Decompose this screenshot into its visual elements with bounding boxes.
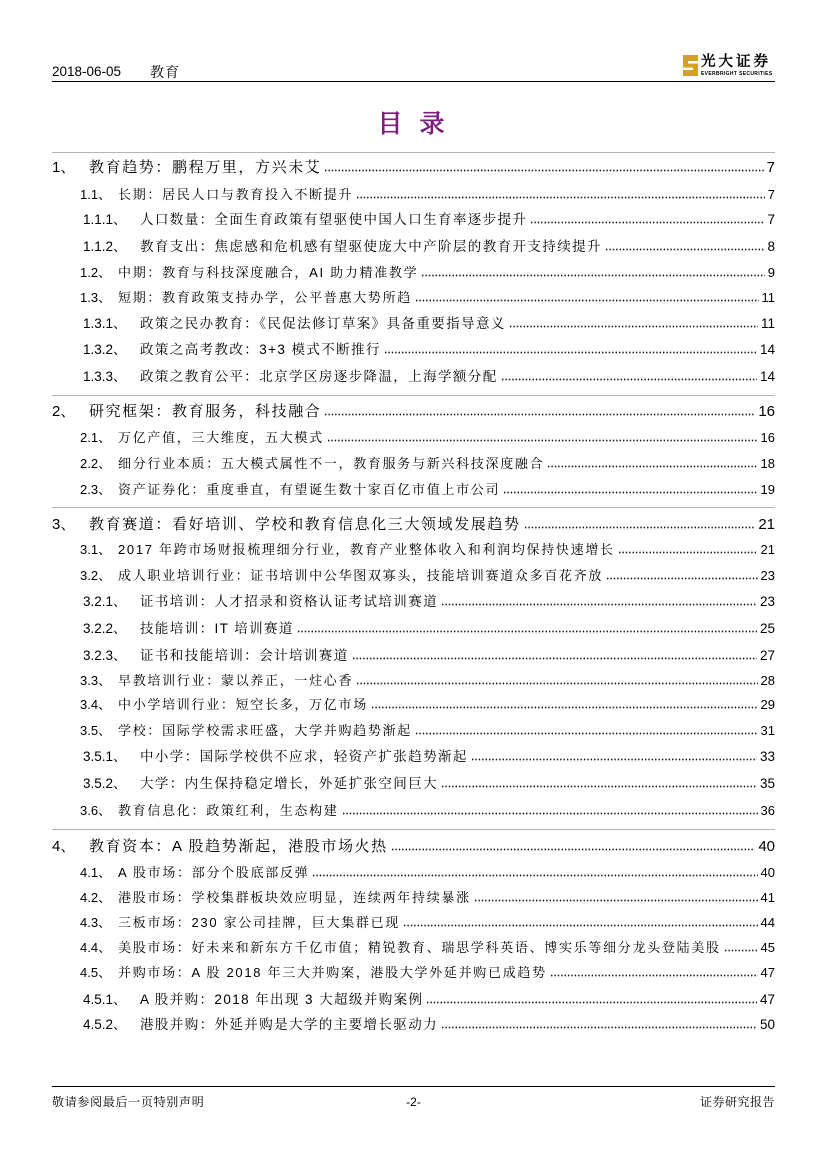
toc-dot-leader: [471, 758, 757, 761]
toc-page-number: 29: [760, 697, 775, 712]
toc-entry-title: 美股市场：好未来和新东方千亿市值；精锐教育、瑞思学科英语、博实乐等细分龙头登陆美股: [118, 940, 721, 955]
toc-dot-leader: [342, 812, 758, 815]
toc-entry-1-1-2[interactable]: [83, 236, 775, 258]
toc-entry-title: 研究框架：教育服务，科技融合: [89, 403, 322, 420]
toc-entry-title: A 股市场：部分个股底部反弹: [118, 865, 310, 880]
footer-rule: [52, 1086, 775, 1087]
toc-entry-number: 4.5.1、: [83, 992, 127, 1007]
logo-company-name-en: EVERBRIGHT SECURITIES: [701, 71, 773, 77]
toc-dot-leader: [509, 325, 758, 328]
toc-page-number: 50: [759, 1017, 775, 1032]
toc-entry-4-5-1[interactable]: [83, 989, 775, 1011]
toc-entry-3-2-2[interactable]: [83, 618, 775, 640]
toc-dot-leader: [605, 248, 765, 251]
toc-dot-leader: [474, 899, 758, 902]
toc-entry-number: 3、: [52, 516, 76, 533]
toc-page-number: 25: [759, 621, 775, 636]
toc-entry-2[interactable]: [52, 401, 775, 423]
toc-entry-title: 教育支出：焦虑感和危机感有望驱使庞大中产阶层的教育开支持续提升: [140, 239, 602, 254]
toc-page-number: 8: [767, 239, 775, 254]
toc-entry-title: 证书培训：人才招录和资格认证考试培训赛道: [140, 594, 438, 609]
toc-entry-4[interactable]: [52, 836, 775, 858]
toc-page-number: 11: [760, 316, 775, 331]
toc-entry-number: 4.2、: [80, 890, 112, 905]
toc-entry-title: 成人职业培训行业：证书培训中公华图双寡头，技能培训赛道众多百花齐放: [118, 568, 604, 583]
section-divider: [52, 829, 775, 830]
toc-entry-3-5-2[interactable]: [83, 773, 775, 795]
toc-dot-leader: [441, 785, 757, 788]
toc-page-number: 21: [758, 516, 775, 533]
toc-page-number: 40: [758, 838, 775, 855]
toc-page-number: 14: [759, 342, 775, 357]
toc-dot-leader: [547, 465, 757, 468]
toc-dot-leader: [415, 732, 758, 735]
toc-entry-title: 政策之高考教改：3+3 模式不断推行: [140, 342, 381, 357]
toc-entry-number: 2.3、: [80, 482, 112, 497]
toc-entry-title: 并购市场：A 股 2018 年三大并购案，港股大学外延并购已成趋势: [118, 965, 547, 980]
toc-entry-title: 中小学：国际学校供不应求，轻资产扩张趋势渐起: [140, 749, 468, 764]
toc-dot-leader: [297, 630, 757, 633]
toc-title: 目 录: [377, 110, 450, 138]
toc-dot-leader: [724, 949, 758, 952]
toc-entry-number: 1.2、: [80, 265, 112, 280]
toc-page-number: 44: [760, 915, 775, 930]
toc-entry-title: 教育信息化：政策红利，生态构建: [118, 803, 339, 818]
toc-entry-1-2[interactable]: [80, 262, 775, 284]
toc-page-number: 14: [759, 369, 775, 384]
toc-entry-number: 3.5.1、: [83, 749, 127, 764]
toc-entry-number: 3.4、: [80, 697, 112, 712]
toc-entry-number: 3.1、: [80, 542, 112, 557]
toc-dot-leader: [352, 657, 757, 660]
toc-entry-1-3-3[interactable]: [83, 366, 775, 388]
toc-page-number: 21: [760, 542, 775, 557]
toc-entry-number: 1.1、: [80, 187, 112, 202]
section-divider: [52, 395, 775, 396]
toc-entry-title: 资产证券化：重度垂直，有望诞生数十家百亿市值上市公司: [118, 482, 501, 497]
toc-entry-1-3-2[interactable]: [83, 339, 775, 361]
toc-entry-number: 2.2、: [80, 456, 112, 471]
toc-entry-title: 大学：内生保持稳定增长，外延扩张空间巨大: [140, 776, 438, 791]
toc-entry-title: 学校：国际学校需求旺盛，大学并购趋势渐起: [118, 723, 413, 738]
logo-company-name: 光大证券: [701, 54, 771, 70]
toc-entry-title: 短期：教育政策支持办学，公平普惠大势所趋: [118, 290, 413, 305]
toc-entry-1[interactable]: [52, 157, 775, 179]
toc-entry-number: 1.3、: [80, 290, 112, 305]
toc-entry-title: 教育赛道：看好培训、学校和教育信息化三大领域发展趋势: [89, 516, 521, 533]
toc-entry-4-4[interactable]: [80, 937, 775, 959]
toc-dot-leader: [384, 351, 757, 354]
toc-page-number: 7: [766, 159, 775, 176]
toc-page-number: 23: [759, 594, 775, 609]
toc-page-number: 41: [760, 890, 775, 905]
toc-dot-leader: [618, 551, 758, 554]
toc-entry-number: 3.2.1、: [83, 594, 127, 609]
toc-entry-number: 1.1.1、: [83, 212, 127, 227]
toc-dot-leader: [312, 874, 757, 877]
footer-report-type: 证券研究报告: [699, 1095, 775, 1109]
toc-entry-3-5[interactable]: [80, 720, 775, 742]
toc-entry-title: 中小学培训行业：短空长多，万亿市场: [118, 697, 368, 712]
toc-entry-number: 4.4、: [80, 940, 112, 955]
toc-entry-title: 港股并购：外延并购是大学的主要增长驱动力: [140, 1017, 438, 1032]
toc-entry-number: 1.3.3、: [83, 369, 127, 384]
toc-entry-title: 三板市场：230 家公司挂牌，巨大集群已现: [118, 915, 401, 930]
toc-entry-title: 万亿产值，三大维度，五大模式: [118, 430, 324, 445]
toc-page-number: 7: [767, 187, 775, 202]
everbright-logo-icon: [683, 55, 698, 76]
toc-page-number: 27: [759, 648, 775, 663]
footer-disclaimer: 敬请参阅最后一页特别声明: [52, 1095, 205, 1109]
toc-entry-3-2-1[interactable]: [83, 591, 775, 613]
toc-page-number: 23: [760, 568, 775, 583]
toc-page-number: 16: [758, 403, 775, 420]
toc-page-number: 16: [760, 430, 775, 445]
section-divider: [52, 152, 775, 153]
toc-entry-title: A 股并购：2018 年出现 3 大超级并购案例: [140, 992, 424, 1007]
toc-dot-leader: [524, 526, 756, 529]
toc-page-number: 9: [767, 265, 775, 280]
toc-entry-title: 长期：居民人口与教育投入不断提升: [118, 187, 354, 202]
toc-entry-number: 3.3、: [80, 673, 112, 688]
toc-page-number: 19: [760, 482, 775, 497]
toc-page-number: 35: [759, 776, 775, 791]
toc-dot-leader: [371, 706, 758, 709]
report-category: 教育: [150, 64, 180, 80]
toc-entry-number: 3.5.2、: [83, 776, 127, 791]
toc-entry-number: 2、: [52, 403, 76, 420]
toc-page-number: 36: [760, 803, 775, 818]
toc-entry-number: 4.5、: [80, 965, 112, 980]
toc-entry-1-3-1[interactable]: [83, 313, 775, 335]
toc-entry-number: 3.2.2、: [83, 621, 127, 636]
toc-page-number: 28: [760, 673, 775, 688]
report-date: 2018-06-05: [52, 64, 122, 79]
toc-entry-number: 1、: [52, 159, 76, 176]
toc-entry-4-2[interactable]: [80, 887, 775, 909]
toc-entry-3-2[interactable]: [80, 565, 775, 587]
toc-page-number: 7: [767, 212, 775, 227]
toc-entry-3[interactable]: [52, 514, 775, 536]
toc-entry-1-1-1[interactable]: [83, 209, 775, 231]
toc-entry-1-1[interactable]: [80, 184, 775, 206]
toc-entry-title: 细分行业本质：五大模式属性不一，教育服务与新兴科技深度融合: [118, 456, 545, 471]
section-divider: [52, 507, 775, 508]
toc-entry-number: 1.1.2、: [83, 239, 127, 254]
toc-dot-leader: [324, 413, 755, 416]
toc-dot-leader: [421, 274, 764, 277]
toc-dot-leader: [530, 221, 764, 224]
toc-dot-leader: [426, 1001, 757, 1004]
toc-page-number: 31: [760, 723, 775, 738]
toc-dot-leader: [415, 299, 758, 302]
toc-dot-leader: [391, 848, 756, 851]
toc-page-number: 11: [761, 290, 775, 305]
header-rule: [52, 81, 775, 82]
toc-page-number: 40: [760, 865, 775, 880]
toc-entry-number: 3.6、: [80, 803, 112, 818]
toc-entry-3-3[interactable]: [80, 670, 775, 692]
toc-page-number: 18: [760, 456, 775, 471]
toc-entry-2-1[interactable]: [80, 427, 775, 449]
toc-dot-leader: [441, 603, 757, 606]
toc-page-number: 47: [760, 965, 775, 980]
toc-entry-title: 早教培训行业：蒙以养正，一炷心香: [118, 673, 354, 688]
toc-page-number: 33: [759, 749, 775, 764]
toc-entry-3-4[interactable]: [80, 694, 775, 716]
toc-entry-number: 2.1、: [80, 430, 112, 445]
toc-entry-title: 教育趋势：鹏程万里，方兴未艾: [89, 159, 322, 176]
toc-entry-2-3[interactable]: [80, 479, 775, 501]
toc-entry-number: 1.3.2、: [83, 342, 127, 357]
toc-entry-4-3[interactable]: [80, 912, 775, 934]
toc-entry-number: 3.5、: [80, 723, 112, 738]
toc-dot-leader: [324, 169, 763, 172]
toc-dot-leader: [327, 439, 758, 442]
toc-entry-number: 1.3.1、: [83, 316, 127, 331]
toc-dot-leader: [403, 924, 758, 927]
toc-entry-4-5-2[interactable]: [83, 1014, 775, 1036]
toc-entry-title: 教育资本：A 股趋势渐起，港股市场火热: [89, 838, 388, 855]
toc-entry-number: 4.3、: [80, 915, 112, 930]
toc-page-number: 47: [759, 992, 775, 1007]
toc-dot-leader: [441, 1026, 757, 1029]
toc-entry-title: 港股市场：学校集群板块效应明显，连续两年持续暴涨: [118, 890, 471, 905]
toc-entry-4-1[interactable]: [80, 862, 775, 884]
toc-dot-leader: [606, 577, 757, 580]
toc-entry-number: 4、: [52, 838, 76, 855]
toc-page-number: 45: [760, 940, 775, 955]
toc-entry-title: 政策之民办教育：《民促法修订草案》具备重要指导意义: [140, 316, 506, 331]
toc-entry-4-5[interactable]: [80, 962, 775, 984]
toc-entry-title: 中期：教育与科技深度融合，AI 助力精准教学: [118, 265, 419, 280]
toc-dot-leader: [503, 491, 757, 494]
toc-dot-leader: [501, 378, 757, 381]
toc-entry-number: 4.1、: [80, 865, 112, 880]
toc-entry-2-2[interactable]: [80, 453, 775, 475]
toc-entry-title: 人口数量：全面生育政策有望驱使中国人口生育率逐步提升: [140, 212, 528, 227]
toc-entry-number: 4.5.2、: [83, 1017, 127, 1032]
toc-entry-number: 3.2.3、: [83, 648, 127, 663]
toc-entry-title: 政策之教育公平：北京学区房逐步降温，上海学额分配: [140, 369, 498, 384]
toc-entry-number: 3.2、: [80, 568, 112, 583]
footer-page-number: -2-: [406, 1095, 421, 1109]
toc-entry-1-3[interactable]: [80, 287, 775, 309]
toc-dot-leader: [550, 974, 758, 977]
toc-dot-leader: [356, 682, 757, 685]
toc-entry-title: 证书和技能培训：会计培训赛道: [140, 648, 349, 663]
toc-entry-3-2-3[interactable]: [83, 645, 775, 667]
toc-dot-leader: [356, 196, 765, 199]
toc-entry-3-6[interactable]: [80, 800, 775, 822]
toc-entry-title: 2017 年跨市场财报梳理细分行业，教育产业整体收入和利润均保持快速增长: [118, 542, 615, 557]
toc-entry-title: 技能培训：IT 培训赛道: [140, 621, 294, 636]
toc-entry-3-5-1[interactable]: [83, 746, 775, 768]
toc-entry-3-1[interactable]: [80, 539, 775, 561]
